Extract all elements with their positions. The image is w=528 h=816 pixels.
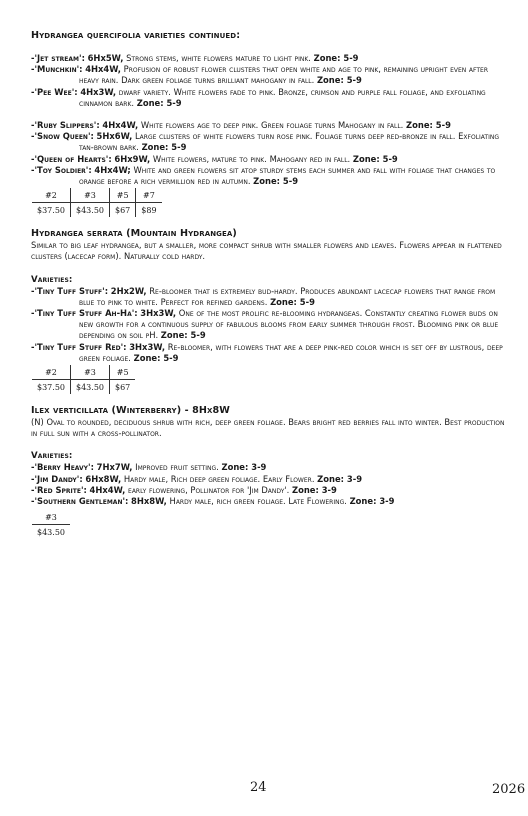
price-table bbox=[32, 510, 70, 539]
price-table bbox=[32, 365, 135, 394]
pot-size: #5 bbox=[110, 365, 136, 380]
price-value: $67 bbox=[110, 380, 136, 395]
section-description: (N) Oval to rounded, deciduous shrub with rich, deep green foliage. Bears bright red berries fall into winter. Best production in full sun with a cross-pollinator. bbox=[31, 417, 505, 439]
price-value: $67 bbox=[110, 203, 136, 218]
variety-entry: -'Jet stream': 6Hx5W, Strong stems, white flowers mature to light pink. Zone: 5-9 bbox=[31, 53, 359, 63]
variety-list bbox=[31, 120, 507, 187]
variety-entry: -'Snow Queen': 5Hx6W, Large clusters of white flowers turn rose pink. Foliage turns deep red-bronze in fall. Exfoliating tan-brown bark. Zone: 5-9 bbox=[31, 131, 500, 153]
section-title: Hydrangea quercifolia varieties continued: bbox=[31, 30, 241, 41]
pot-size: #3 bbox=[71, 365, 110, 380]
variety-list bbox=[31, 286, 507, 364]
catalog-year: 2026 bbox=[492, 782, 526, 797]
section-title: Ilex verticillata (Winterberry) - 8Hx8W bbox=[31, 405, 230, 417]
variety-entry: -'Red Sprite': 4Hx4W, early flowering, Pollinator for 'Jim Dandy'. Zone: 3-9 bbox=[31, 484, 337, 495]
page-number: 24 bbox=[250, 780, 267, 795]
pot-size: #3 bbox=[71, 188, 110, 203]
pot-size: #5 bbox=[110, 188, 136, 203]
variety-entry: -'Tiny Tuff Stuff': 2Hx2W, Re-bloomer that is extremely bud-hardy. Produces abundant lacecap flowers that range from blue to pink to white. Perfect for refined gardens. Zone: 5-9 bbox=[31, 285, 496, 307]
price-value: $43.50 bbox=[37, 527, 65, 537]
price-value: $89 bbox=[136, 203, 162, 218]
variety-entry: -'Jim Dandy': 6Hx8W, Hardy male, Rich deep green foliage. Early Flower. Zone: 3-9 bbox=[31, 473, 363, 484]
pot-size: #2 bbox=[32, 188, 71, 203]
price-value: $43.50 bbox=[71, 203, 110, 218]
price-value: $37.50 bbox=[37, 382, 65, 392]
variety-list bbox=[31, 462, 507, 507]
variety-entry: -'Tiny Tuff Stuff Ah-Ha': 3Hx3W, One of the most prolific re-blooming hydrangeas. Constantly creating flower buds on new growth for a continuous supply of fabulous blooms from early summer through frost. Blooming pink or blue depending on soil pH. Zone: 5-9 bbox=[31, 308, 499, 341]
price-table bbox=[32, 188, 162, 217]
section-description: Similar to big leaf hydrangea, but a smaller, more compact shrub with smaller flowers and leaves. Flowers appear in flattened clusters (lacecap form). Naturally cold hardy. bbox=[31, 240, 502, 262]
variety-list bbox=[31, 53, 507, 109]
price-value: $43.50 bbox=[71, 380, 110, 395]
variety-entry: -'Queen of Hearts': 6Hx9W, White flowers, mature to pink. Mahogany red in fall. Zone: 5-9 bbox=[31, 153, 398, 164]
pot-size: #3 bbox=[32, 510, 70, 525]
section-title: Hydrangea serrata (Mountain Hydrangea) bbox=[31, 228, 237, 240]
variety-entry: -'Toy Soldier': 4Hx4W; White and green flowers sit atop sturdy stems each summer and fall with foliage that changes to orange before a rich vermillion red in autumn. Zone: 5-9 bbox=[31, 164, 496, 187]
pot-size: #7 bbox=[136, 188, 162, 203]
variety-entry: -'Berry Heavy': 7Hx7W, Improved fruit setting. Zone: 3-9 bbox=[31, 462, 267, 473]
varieties-label: Varieties: bbox=[31, 451, 73, 462]
variety-entry: -'Pee Wee': 4Hx3W, dwarf variety. White flowers fade to pink. Bronze, crimson and purple fall foliage, and exfoliating cinnamon bark. Zone: 5-9 bbox=[31, 86, 486, 108]
variety-entry: -'Ruby Slippers': 4Hx4W, White flowers age to deep pink. Green foliage turns Mahogany in fall. Zone: 5-9 bbox=[31, 120, 451, 131]
variety-entry: -'Southern Gentleman': 8Hx8W, Hardy male, rich green foliage. Late Flowering. Zone: 3-9 bbox=[31, 496, 395, 507]
variety-entry: -'Munchkin': 4Hx4W, Profusion of robust flower clusters that open white and age to pink, remaining upright even after heavy rain. Dark green foliage turns brilliant mahogany in fall. Zone: 5-9 bbox=[31, 64, 489, 86]
catalog-page bbox=[31, 30, 507, 539]
price-value: $37.50 bbox=[37, 205, 65, 215]
varieties-label: Varieties: bbox=[31, 274, 73, 285]
pot-size: #2 bbox=[32, 365, 71, 380]
variety-entry: -'Tiny Tuff Stuff Red': 3Hx3W, Re-bloomer, with flowers that are a deep pink-red color which is set off by lustrous, deep green foliage. Zone: 5-9 bbox=[31, 341, 503, 363]
